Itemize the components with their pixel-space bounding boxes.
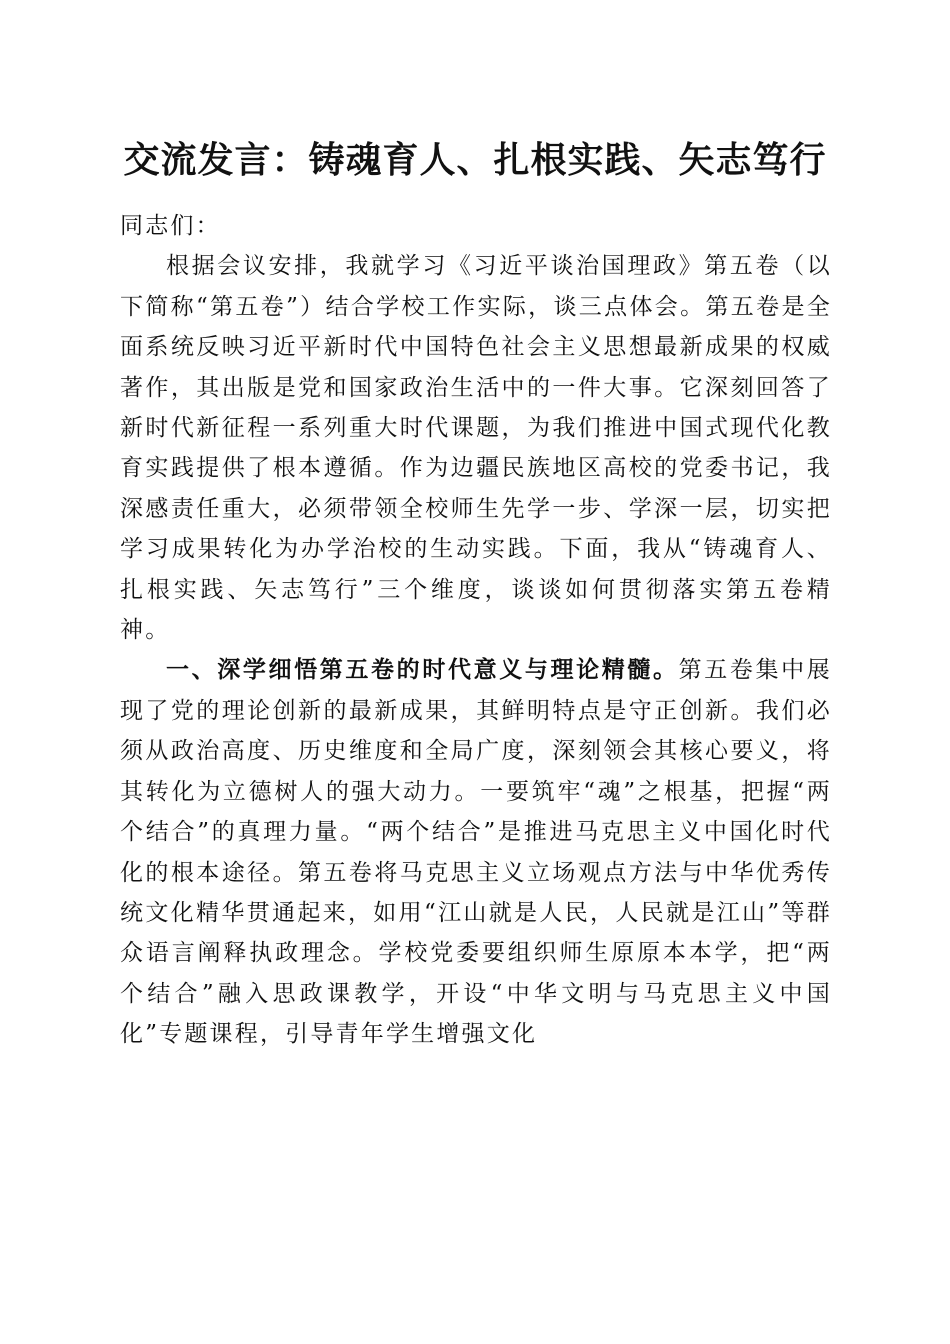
salutation: 同志们： [120, 213, 221, 239]
paragraph-section-one-text: 第五卷集中展现了党的理论创新的最新成果，其鲜明特点是守正创新。我们必须从政治高度、历史维度和全局广度，深刻领会其核心要义，将其转化为立德树人的强大动力。一要筑牢“魂”之根基，把握“两个结合”的真理力量。“两个结合”是推进马克思主义中国化时代化的根本途径。第五卷将马克思主义立场观点方法与中华优秀传统文化精华贯通起来，如用“江山就是人民，人民就是江山”等群众语言阐释执政理念。学校党委要组织师生原原本本学，把“两个结合”融入思政课教学，开设“中华文明与马克思主义中国化”专题课程，引导青年学生增强文化 [120, 657, 833, 1048]
paragraph-intro-text: 根据会议安排，我就学习《习近平谈治国理政》第五卷（以下简称“第五卷”）结合学校工作实际，谈三点体会。第五卷是全面系统反映习近平新时代中国特色社会主义思想最新成果的权威著作，其出版是党和国家政治生活中的一件大事。它深刻回答了新时代新征程一系列重大时代课题，为我们推进中国式现代化教育实践提供了根本遵循。作为边疆民族地区高校的党委书记，我深感责任重大，必须带领全校师生先学一步、学深一层，切实把学习成果转化为办学治校的生动实践。下面，我从“铸魂育人、扎根实践、矢志笃行”三个维度，谈谈如何贯彻落实第五卷精神。 [120, 253, 832, 644]
paragraph-intro [120, 246, 832, 650]
document-title: 交流发言：铸魂育人、扎根实践、矢志笃行 [123, 139, 827, 181]
section-one-heading: 一、深学细悟第五卷的时代意义与理论精髓。 [166, 656, 679, 684]
document-body [120, 206, 832, 1055]
paragraph-section-one [120, 650, 832, 1054]
